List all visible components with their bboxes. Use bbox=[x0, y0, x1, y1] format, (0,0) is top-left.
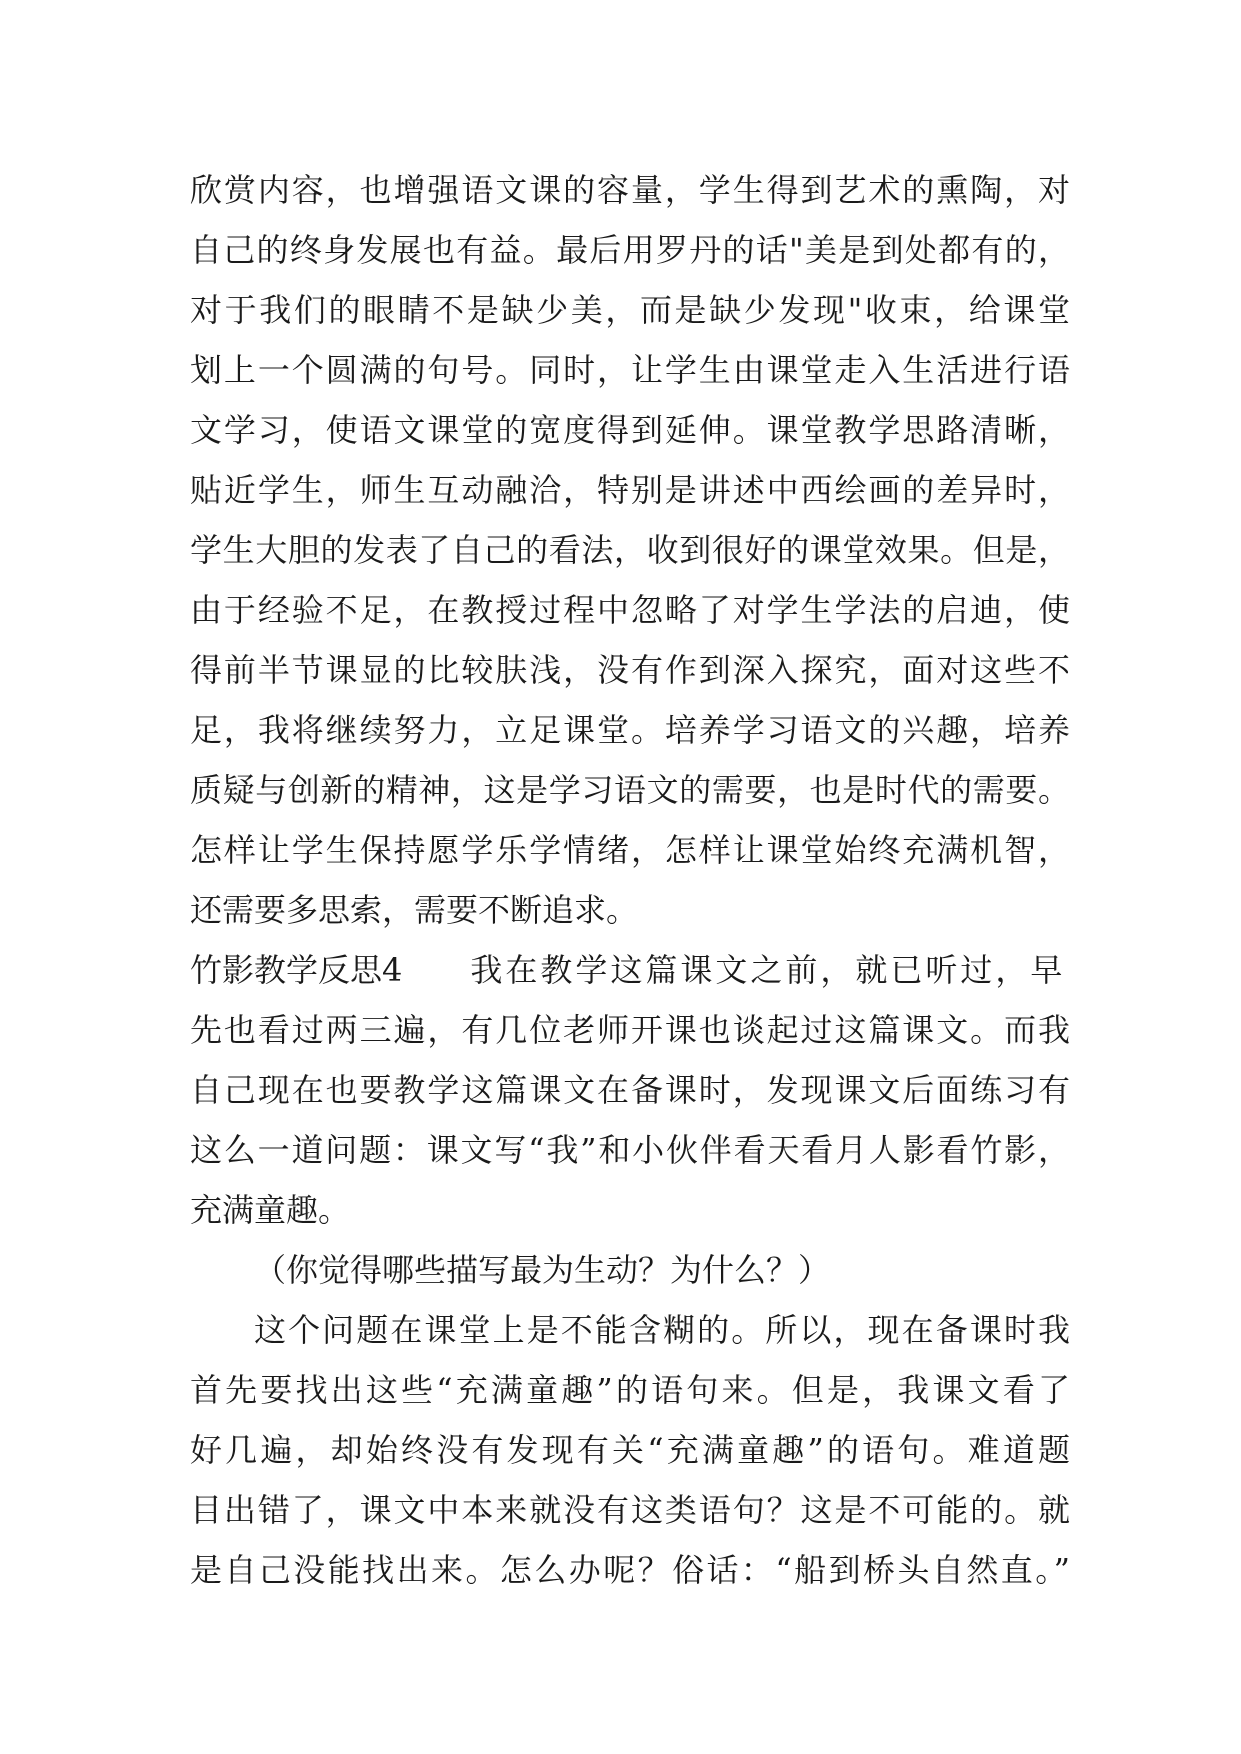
text-line: 这么一道问题：课文写“我”和小伙伴看天看月人影看竹影， bbox=[190, 1131, 1070, 1169]
text-line: 自己现在也要教学这篇课文在备课时，发现课文后面练习有 bbox=[190, 1071, 1070, 1109]
text-line: 划上一个圆满的句号。同时，让学生由课堂走入生活进行语 bbox=[190, 351, 1070, 389]
text-line: 学生大胆的发表了自己的看法，收到很好的课堂效果。但是， bbox=[190, 531, 1070, 569]
text-line: 自己的终身发展也有益。最后用罗丹的话"美是到处都有的， bbox=[190, 231, 1070, 269]
text-line: 先也看过两三遍，有几位老师开课也谈起过这篇课文。而我 bbox=[190, 1011, 1070, 1049]
text-line: 由于经验不足，在教授过程中忽略了对学生学法的启迪，使 bbox=[190, 591, 1070, 629]
text-line: 目出错了，课文中本来就没有这类语句？这是不可能的。就 bbox=[190, 1491, 1070, 1529]
text-line: 文学习，使语文课堂的宽度得到延伸。课堂教学思路清晰， bbox=[190, 411, 1070, 449]
text-line: 怎样让学生保持愿学乐学情绪，怎样让课堂始终充满机智， bbox=[190, 831, 1070, 869]
text-line: （你觉得哪些描写最为生动？为什么？） bbox=[254, 1251, 831, 1289]
paragraph-2 bbox=[190, 940, 1070, 1240]
paragraph-1 bbox=[190, 160, 1070, 940]
section-heading: 竹影教学反思4 bbox=[190, 951, 403, 989]
text-line: 还需要多思索，需要不断追求。 bbox=[190, 891, 639, 929]
text-line: 首先要找出这些“充满童趣”的语句来。但是，我课文看了 bbox=[190, 1371, 1070, 1409]
document-body bbox=[190, 160, 1070, 1600]
text-line: 是自己没能找出来。怎么办呢？俗话：“船到桥头自然直。” bbox=[190, 1551, 1070, 1589]
text-line: 足，我将继续努力，立足课堂。培养学习语文的兴趣，培养 bbox=[190, 711, 1070, 749]
text-line: 好几遍，却始终没有发现有关“充满童趣”的语句。难道题 bbox=[190, 1431, 1070, 1469]
paragraph-3 bbox=[190, 1240, 1070, 1300]
paragraph-4 bbox=[190, 1300, 1070, 1600]
text-line: 这个问题在课堂上是不能含糊的。所以，现在备课时我 bbox=[254, 1311, 1070, 1349]
text-line: 得前半节课显的比较肤浅，没有作到深入探究，面对这些不 bbox=[190, 651, 1070, 689]
text-line: 对于我们的眼睛不是缺少美，而是缺少发现"收束，给课堂 bbox=[190, 291, 1070, 329]
text-span: 我在教学这篇课文之前，就已听过，早 bbox=[470, 951, 1066, 989]
text-line: 欣赏内容，也增强语文课的容量，学生得到艺术的熏陶，对 bbox=[190, 171, 1070, 209]
text-line: 充满童趣。 bbox=[190, 1191, 351, 1229]
text-line: 贴近学生，师生互动融洽，特别是讲述中西绘画的差异时， bbox=[190, 471, 1070, 509]
text-line: 质疑与创新的精神，这是学习语文的需要，也是时代的需要。 bbox=[190, 771, 1070, 809]
heading-line bbox=[190, 940, 1070, 1000]
